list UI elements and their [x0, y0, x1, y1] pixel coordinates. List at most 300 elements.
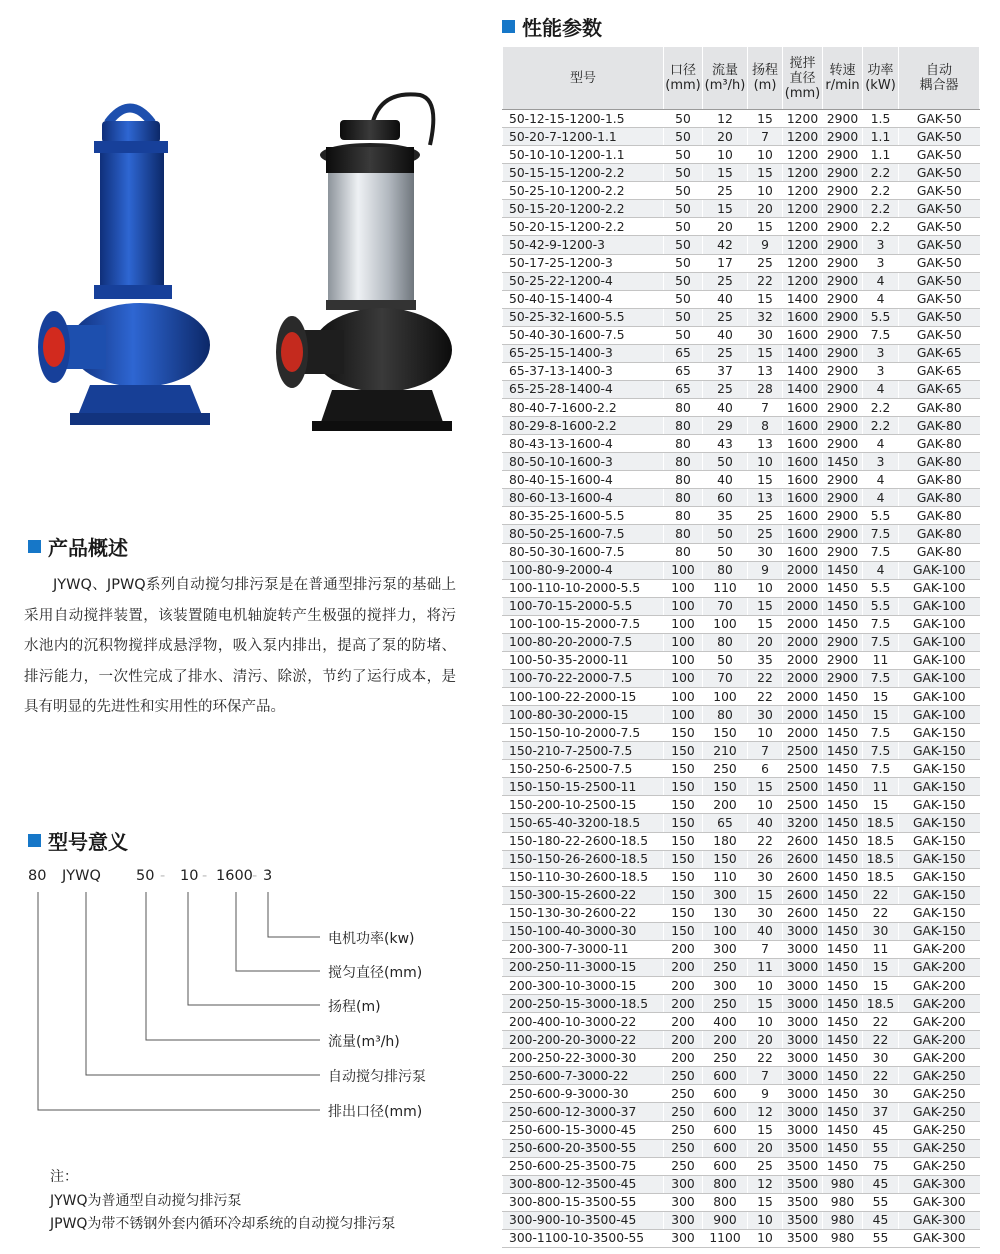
- table-cell: GAK-200: [899, 995, 980, 1013]
- table-cell: 30: [748, 543, 783, 561]
- table-row: [503, 977, 980, 995]
- table-cell: 1450: [823, 995, 863, 1013]
- table-cell: 40: [748, 814, 783, 832]
- table-cell: 18.5: [863, 868, 899, 886]
- table-cell: 50-15-15-1200-2.2: [503, 164, 664, 182]
- table-header-cell: 口径 (mm): [664, 47, 703, 110]
- table-cell: 15: [863, 958, 899, 976]
- table-cell: 1200: [783, 128, 823, 146]
- table-cell: 12: [703, 110, 748, 128]
- table-cell: 50: [664, 326, 703, 344]
- table-cell: 1600: [783, 435, 823, 453]
- table-cell: 150: [664, 922, 703, 940]
- table-cell: 1450: [823, 579, 863, 597]
- table-cell: 150: [703, 850, 748, 868]
- table-cell: 150: [664, 850, 703, 868]
- table-cell: 1450: [823, 1031, 863, 1049]
- table-cell: 2900: [823, 164, 863, 182]
- table-row: [503, 471, 980, 489]
- table-cell: 80: [703, 561, 748, 579]
- table-row: [503, 597, 980, 615]
- table-row: [503, 453, 980, 471]
- table-cell: 2500: [783, 742, 823, 760]
- table-cell: 2900: [823, 543, 863, 561]
- table-row: [503, 796, 980, 814]
- table-cell: 3500: [783, 1175, 823, 1193]
- model-code-diagram: [20, 860, 480, 1130]
- table-cell: 1450: [823, 760, 863, 778]
- table-row: [503, 868, 980, 886]
- model-code-part: 3: [263, 868, 273, 884]
- table-cell: 100: [664, 688, 703, 706]
- table-cell: 22: [863, 1031, 899, 1049]
- table-cell: 100: [664, 651, 703, 669]
- table-row: [503, 904, 980, 922]
- table-cell: 50: [664, 146, 703, 164]
- table-row: [503, 995, 980, 1013]
- table-cell: 2000: [783, 597, 823, 615]
- table-cell: 18.5: [863, 995, 899, 1013]
- table-header-cell: 扬程 (m): [748, 47, 783, 110]
- table-cell: 980: [823, 1211, 863, 1229]
- table-cell: 80: [664, 435, 703, 453]
- model-code-separator: -: [202, 868, 208, 884]
- table-cell: 150-150-26-2600-18.5: [503, 850, 664, 868]
- table-row: [503, 688, 980, 706]
- table-cell: 45: [863, 1121, 899, 1139]
- table-cell: 200: [664, 1013, 703, 1031]
- table-cell: 2900: [823, 272, 863, 290]
- table-cell: 80: [664, 453, 703, 471]
- table-cell: 150-130-30-2600-22: [503, 904, 664, 922]
- table-row: [503, 164, 980, 182]
- table-cell: 3000: [783, 995, 823, 1013]
- table-cell: 980: [823, 1229, 863, 1247]
- table-cell: 150: [664, 832, 703, 850]
- table-cell: 25: [703, 272, 748, 290]
- table-cell: 200-250-15-3000-18.5: [503, 995, 664, 1013]
- table-row: [503, 1103, 980, 1121]
- table-cell: 2900: [823, 435, 863, 453]
- notes-line: JPWQ为带不锈钢外套内循环冷却系统的自动搅匀排污泵: [50, 1216, 396, 1232]
- table-cell: 2000: [783, 615, 823, 633]
- table-cell: 4: [863, 489, 899, 507]
- table-cell: 2000: [783, 651, 823, 669]
- table-cell: 4: [863, 272, 899, 290]
- table-cell: 15: [748, 778, 783, 796]
- table-cell: 1450: [823, 832, 863, 850]
- table-cell: 1450: [823, 706, 863, 724]
- table-cell: GAK-80: [899, 489, 980, 507]
- table-cell: 10: [703, 146, 748, 164]
- table-cell: 180: [703, 832, 748, 850]
- table-cell: 100-80-20-2000-7.5: [503, 633, 664, 651]
- table-cell: 7.5: [863, 760, 899, 778]
- table-cell: GAK-300: [899, 1193, 980, 1211]
- table-cell: 25: [703, 344, 748, 362]
- table-cell: 300-800-12-3500-45: [503, 1175, 664, 1193]
- notes-title: 注：: [50, 1169, 78, 1185]
- table-cell: 200: [664, 1031, 703, 1049]
- table-cell: 600: [703, 1067, 748, 1085]
- table-cell: 150-150-10-2000-7.5: [503, 724, 664, 742]
- table-cell: 200: [664, 1049, 703, 1067]
- table-row: [503, 1121, 980, 1139]
- table-cell: 22: [863, 1067, 899, 1085]
- table-cell: 15: [748, 218, 783, 236]
- table-cell: 1.1: [863, 128, 899, 146]
- table-cell: GAK-100: [899, 651, 980, 669]
- table-cell: 1450: [823, 868, 863, 886]
- table-cell: 65: [664, 362, 703, 380]
- table-cell: 55: [863, 1193, 899, 1211]
- table-row: [503, 1031, 980, 1049]
- table-cell: 3: [863, 344, 899, 362]
- overview-text-block: [24, 570, 456, 723]
- table-cell: 2000: [783, 706, 823, 724]
- table-cell: 1200: [783, 164, 823, 182]
- table-cell: 50: [664, 308, 703, 326]
- table-cell: 50-15-20-1200-2.2: [503, 200, 664, 218]
- table-cell: 1600: [783, 471, 823, 489]
- table-cell: 80: [664, 507, 703, 525]
- table-cell: 1450: [823, 597, 863, 615]
- table-cell: 1200: [783, 254, 823, 272]
- table-cell: 40: [703, 399, 748, 417]
- model-code-leader-lines: [20, 860, 480, 1130]
- table-cell: 2.2: [863, 182, 899, 200]
- notes-line: JYWQ为普通型自动搅匀排污泵: [50, 1192, 242, 1209]
- table-cell: 25: [748, 254, 783, 272]
- table-cell: 3500: [783, 1193, 823, 1211]
- table-cell: 150: [664, 778, 703, 796]
- table-cell: 2900: [823, 399, 863, 417]
- table-cell: 15: [748, 1121, 783, 1139]
- table-cell: 22: [863, 886, 899, 904]
- table-row: [503, 633, 980, 651]
- table-cell: GAK-65: [899, 344, 980, 362]
- table-cell: 250: [664, 1067, 703, 1085]
- table-header-cell: 转速 r/min: [823, 47, 863, 110]
- table-cell: 22: [748, 272, 783, 290]
- table-cell: GAK-50: [899, 290, 980, 308]
- table-cell: 80-60-13-1600-4: [503, 489, 664, 507]
- table-cell: GAK-250: [899, 1103, 980, 1121]
- heading-square-icon: [502, 20, 515, 33]
- table-cell: 2000: [783, 561, 823, 579]
- table-cell: GAK-50: [899, 308, 980, 326]
- table-cell: 3000: [783, 1031, 823, 1049]
- table-cell: 29: [703, 417, 748, 435]
- table-cell: 10: [748, 1229, 783, 1247]
- model-code-part: 10: [180, 868, 199, 884]
- table-cell: 80: [664, 525, 703, 543]
- table-cell: 250: [703, 1049, 748, 1067]
- table-cell: 100: [703, 922, 748, 940]
- blue-pump-image: [30, 95, 230, 440]
- table-row: [503, 236, 980, 254]
- table-cell: 800: [703, 1175, 748, 1193]
- table-cell: 35: [703, 507, 748, 525]
- table-row: [503, 742, 980, 760]
- table-cell: 15: [748, 615, 783, 633]
- table-cell: 50: [664, 182, 703, 200]
- model-meaning-heading: [28, 826, 128, 855]
- table-cell: 7.5: [863, 724, 899, 742]
- table-cell: 1450: [823, 1067, 863, 1085]
- table-cell: 65-37-13-1400-3: [503, 362, 664, 380]
- table-cell: 300: [664, 1229, 703, 1247]
- table-cell: 150-100-40-3000-30: [503, 922, 664, 940]
- table-cell: 15: [748, 1193, 783, 1211]
- table-cell: 1.1: [863, 146, 899, 164]
- table-cell: GAK-300: [899, 1175, 980, 1193]
- table-cell: 1450: [823, 1121, 863, 1139]
- table-cell: 25: [748, 525, 783, 543]
- table-cell: 100-80-30-2000-15: [503, 706, 664, 724]
- table-cell: GAK-150: [899, 832, 980, 850]
- table-cell: 30: [863, 922, 899, 940]
- table-cell: 80: [703, 706, 748, 724]
- table-row: [503, 1067, 980, 1085]
- table-cell: 600: [703, 1157, 748, 1175]
- table-cell: 8: [748, 417, 783, 435]
- table-cell: 50-25-32-1600-5.5: [503, 308, 664, 326]
- table-row: [503, 940, 980, 958]
- table-cell: 43: [703, 435, 748, 453]
- table-cell: 1200: [783, 146, 823, 164]
- table-cell: 5.5: [863, 308, 899, 326]
- table-cell: 250-600-15-3000-45: [503, 1121, 664, 1139]
- table-header-cell: 功率 (kW): [863, 47, 899, 110]
- table-header-row: [503, 47, 980, 110]
- model-label-mixing-diameter: 搅匀直径(mm): [328, 965, 423, 981]
- table-cell: 2900: [823, 380, 863, 398]
- table-cell: 45: [863, 1211, 899, 1229]
- table-cell: 7: [748, 1067, 783, 1085]
- table-row: [503, 290, 980, 308]
- table-cell: 100: [703, 615, 748, 633]
- table-cell: 50-25-10-1200-2.2: [503, 182, 664, 200]
- table-cell: 2900: [823, 362, 863, 380]
- table-cell: GAK-50: [899, 110, 980, 128]
- table-cell: 1450: [823, 1085, 863, 1103]
- table-cell: 3000: [783, 1067, 823, 1085]
- table-cell: 7: [748, 128, 783, 146]
- table-cell: 3000: [783, 1049, 823, 1067]
- table-cell: 2900: [823, 525, 863, 543]
- table-cell: 3500: [783, 1229, 823, 1247]
- table-cell: 65-25-28-1400-4: [503, 380, 664, 398]
- table-cell: 32: [748, 308, 783, 326]
- table-cell: 200: [664, 940, 703, 958]
- table-cell: 10: [748, 796, 783, 814]
- table-cell: 1200: [783, 272, 823, 290]
- table-cell: 4: [863, 435, 899, 453]
- table-cell: 1100: [703, 1229, 748, 1247]
- table-cell: 3000: [783, 1085, 823, 1103]
- table-cell: 50-25-22-1200-4: [503, 272, 664, 290]
- table-cell: 20: [748, 633, 783, 651]
- table-cell: GAK-100: [899, 669, 980, 687]
- table-cell: 250-600-25-3500-75: [503, 1157, 664, 1175]
- table-cell: 20: [703, 218, 748, 236]
- table-cell: 30: [748, 326, 783, 344]
- heading-square-icon: [28, 540, 41, 553]
- table-cell: GAK-150: [899, 778, 980, 796]
- table-cell: 50: [664, 110, 703, 128]
- table-cell: 300-1100-10-3500-55: [503, 1229, 664, 1247]
- table-cell: 10: [748, 182, 783, 200]
- table-cell: 9: [748, 236, 783, 254]
- table-cell: 2.2: [863, 164, 899, 182]
- overview-paragraph: JYWQ、JPWQ系列自动搅匀排污泵是在普通型排污泵的基础上采用自动搅拌装置，该装置随电机轴旋转产生极强的搅拌力，将污水池内的沉积物搅拌成悬浮物，吸入泵内排出，提高了泵的防堵、排污能力，一次性完成了排水、清污、除淤，节约了运行成本，是具有明显的先进性和实用性的环保产品。: [24, 577, 456, 715]
- table-cell: 22: [748, 669, 783, 687]
- table-cell: 18.5: [863, 832, 899, 850]
- table-cell: 37: [863, 1103, 899, 1121]
- table-cell: 50: [703, 543, 748, 561]
- table-cell: 150-210-7-2500-7.5: [503, 742, 664, 760]
- table-cell: GAK-200: [899, 1049, 980, 1067]
- table-cell: 40: [703, 290, 748, 308]
- table-cell: 2900: [823, 308, 863, 326]
- table-cell: 110: [703, 579, 748, 597]
- table-cell: 20: [748, 1031, 783, 1049]
- table-header-cell: 流量 (m³/h): [703, 47, 748, 110]
- table-cell: GAK-100: [899, 561, 980, 579]
- table-row: [503, 380, 980, 398]
- table-cell: 2900: [823, 326, 863, 344]
- table-cell: GAK-200: [899, 1031, 980, 1049]
- table-cell: 5.5: [863, 507, 899, 525]
- table-cell: 2900: [823, 218, 863, 236]
- table-cell: GAK-50: [899, 200, 980, 218]
- table-cell: 80: [664, 489, 703, 507]
- table-cell: 100-110-10-2000-5.5: [503, 579, 664, 597]
- table-row: [503, 579, 980, 597]
- table-row: [503, 832, 980, 850]
- table-row: [503, 651, 980, 669]
- table-cell: 3000: [783, 940, 823, 958]
- table-cell: 10: [748, 146, 783, 164]
- table-cell: 150-300-15-2600-22: [503, 886, 664, 904]
- table-cell: GAK-50: [899, 236, 980, 254]
- table-cell: 15: [863, 706, 899, 724]
- table-cell: GAK-300: [899, 1229, 980, 1247]
- table-cell: 50: [664, 200, 703, 218]
- table-cell: 15: [748, 290, 783, 308]
- table-cell: 1450: [823, 1049, 863, 1067]
- table-cell: 7.5: [863, 742, 899, 760]
- table-cell: 150: [664, 886, 703, 904]
- table-cell: GAK-150: [899, 814, 980, 832]
- table-row: [503, 128, 980, 146]
- table-cell: 300: [664, 1211, 703, 1229]
- table-cell: 11: [863, 940, 899, 958]
- model-code-part: 80: [28, 868, 47, 884]
- table-cell: 30: [748, 868, 783, 886]
- table-cell: 4: [863, 471, 899, 489]
- table-cell: 100: [703, 688, 748, 706]
- table-cell: 2900: [823, 417, 863, 435]
- table-cell: 60: [703, 489, 748, 507]
- table-cell: 15: [748, 886, 783, 904]
- table-cell: 7: [748, 742, 783, 760]
- table-cell: 250-600-7-3000-22: [503, 1067, 664, 1085]
- table-cell: GAK-50: [899, 254, 980, 272]
- table-cell: 2900: [823, 489, 863, 507]
- table-cell: 100: [664, 706, 703, 724]
- table-cell: 4: [863, 380, 899, 398]
- table-row: [503, 399, 980, 417]
- table-cell: 250-600-12-3000-37: [503, 1103, 664, 1121]
- table-cell: 250: [703, 760, 748, 778]
- table-cell: GAK-200: [899, 977, 980, 995]
- table-cell: 50: [664, 236, 703, 254]
- table-cell: 1600: [783, 507, 823, 525]
- table-cell: 300: [703, 940, 748, 958]
- table-cell: 30: [748, 904, 783, 922]
- table-cell: 300: [664, 1193, 703, 1211]
- table-cell: 42: [703, 236, 748, 254]
- table-cell: 1450: [823, 1013, 863, 1031]
- table-cell: 2900: [823, 182, 863, 200]
- table-cell: 2000: [783, 633, 823, 651]
- table-cell: 150-110-30-2600-18.5: [503, 868, 664, 886]
- table-cell: 9: [748, 561, 783, 579]
- table-cell: 2900: [823, 344, 863, 362]
- table-cell: 1450: [823, 850, 863, 868]
- table-cell: GAK-150: [899, 886, 980, 904]
- table-cell: 300: [703, 977, 748, 995]
- table-cell: 35: [748, 651, 783, 669]
- table-cell: 150-150-15-2500-11: [503, 778, 664, 796]
- table-cell: 5.5: [863, 597, 899, 615]
- table-cell: 11: [863, 651, 899, 669]
- table-cell: 80-35-25-1600-5.5: [503, 507, 664, 525]
- table-cell: 3000: [783, 977, 823, 995]
- model-label-head: 扬程(m): [328, 999, 381, 1015]
- table-cell: 80-50-30-1600-7.5: [503, 543, 664, 561]
- table-row: [503, 435, 980, 453]
- table-cell: GAK-100: [899, 706, 980, 724]
- table-cell: 2600: [783, 904, 823, 922]
- table-cell: 300-800-15-3500-55: [503, 1193, 664, 1211]
- table-cell: 1400: [783, 380, 823, 398]
- table-cell: GAK-100: [899, 633, 980, 651]
- table-row: [503, 1013, 980, 1031]
- table-cell: GAK-150: [899, 868, 980, 886]
- table-cell: 50-10-10-1200-1.1: [503, 146, 664, 164]
- table-cell: 3500: [783, 1157, 823, 1175]
- table-cell: 70: [703, 597, 748, 615]
- table-cell: 80-43-13-1600-4: [503, 435, 664, 453]
- table-cell: 4: [863, 290, 899, 308]
- table-cell: 9: [748, 1085, 783, 1103]
- table-cell: 10: [748, 1211, 783, 1229]
- table-cell: 7.5: [863, 633, 899, 651]
- performance-table-body: [503, 110, 980, 1248]
- table-cell: 2500: [783, 778, 823, 796]
- table-cell: 980: [823, 1175, 863, 1193]
- table-row: [503, 1211, 980, 1229]
- table-cell: 150: [664, 796, 703, 814]
- table-cell: 1600: [783, 417, 823, 435]
- table-cell: GAK-80: [899, 417, 980, 435]
- table-cell: 600: [703, 1121, 748, 1139]
- table-cell: 1200: [783, 218, 823, 236]
- table-cell: 65: [703, 814, 748, 832]
